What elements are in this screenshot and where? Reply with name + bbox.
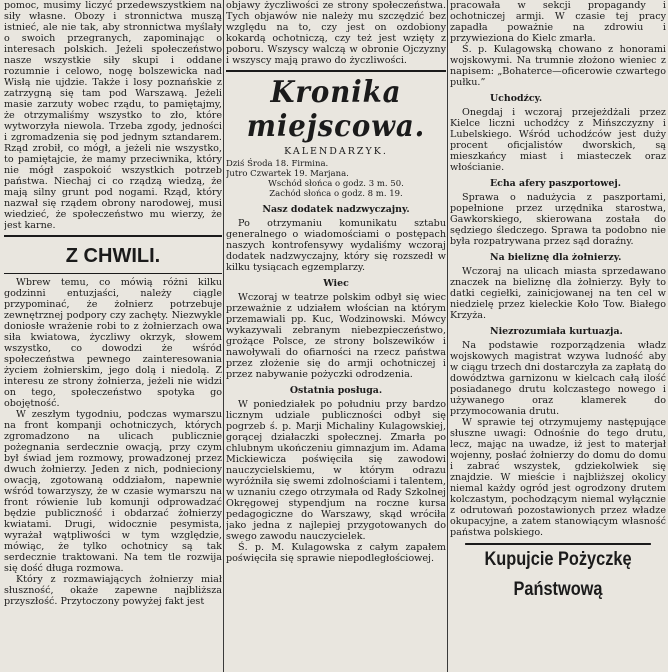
news-heading: Nasz dodatek nadzwyczajny. xyxy=(262,204,410,215)
calendar-line: Wschód słońca o godz. 3 m. 50. xyxy=(268,179,404,189)
news-paragraph: W sprawie tej otrzymujemy następujące słuszne uwagi: Odnośnie do tego drutu, lecz, mając na uwadze, iż jest to materjał wojenny, posłać żołnierzy do domu do domu i zabrać wszystek, gdziekolwiek się znajdzie. W mieście i najbliższej okolicy niemal każdy ogród jest ogrodzony drutem kolczastym, pochodzącym niemal wyłącznie z odrutowań pozostawionych przez władze okupacyjne, a zatem stanowiącym własność państwa polskiego. xyxy=(450,417,666,538)
heading-divider xyxy=(4,273,222,274)
section-divider xyxy=(4,235,222,237)
section-divider xyxy=(226,70,446,72)
section-title: Kronika miejscowa. xyxy=(246,75,426,144)
news-paragraph: Ś. p. M. Kulagowska z całym zapałem poświęciła się sprawie niepodległościowej. xyxy=(226,542,446,564)
calendar-line: Dziś Środa 18. Firmina. xyxy=(226,159,329,169)
column-rule xyxy=(223,0,224,672)
article-paragraph: Który z rozmawiających żołnierzy miał słuszność, okaże zapewne najbliższa przyszłość. Przytoczony powyżej fakt jest xyxy=(4,574,222,607)
news-paragraph: Wczoraj na ulicach miasta sprzedawano znaczek na bieliznę dla żołnierzy. Były to datki cegiełki, zainicjowanej na ten cel w niedzielę przez kieleckie Koło Tow. Białego Krzyża. xyxy=(450,266,666,321)
news-heading: Wiec xyxy=(323,278,349,289)
news-heading: Echa afery paszportowej. xyxy=(490,178,621,189)
news-paragraph: Onegdaj i wczoraj przejeżdżali przez Kielce liczni uchodźcy z Mińszczyzny i Lubelskiego. Wśród uchodźców jest duży procent oficjalistów dworskich, są mieszkańcy miast i miasteczek oraz włościanie. xyxy=(450,107,666,173)
news-paragraph: Po otrzymaniu komunikatu sztabu generalnego o wiadomościami o postępach naszych kontrofensywy wydaliśmy wczoraj dodatek nadzwyczajny, który się rozszedł w kilku tysiącach egzemplarzy. xyxy=(226,218,446,273)
news-heading: Ostatnia posługa. xyxy=(289,385,383,396)
loan-advert: Kupujcie Pożyczkę Państwową xyxy=(465,543,651,605)
article-continuation: Ś. p. Kulagowską chowano z honorami wojskowymi. Na trumnie złożono wieniec z napisem: „Bohaterce—oficerowie czwartego pułku.” xyxy=(450,44,666,88)
news-paragraph: Na podstawie rozporządzenia władz wojskowych magistrat wzywa ludność aby w ciągu trzech dni dostarczyła za zapłatą do dowództwa garnizonu w kielcach całą ilość posiadanego drutu kolczastego nowego i używanego oraz klamerek do przymocowania drutu. xyxy=(450,340,666,417)
column-middle xyxy=(226,0,446,672)
column-rule xyxy=(447,0,448,672)
news-paragraph: Wczoraj w teatrze polskim odbył się wiec przeważnie z udziałem włościan na którym przemawiali pp. Kuc, Wodzinowski. Mówcy wykazywali zebranym niebezpieczeństwo, grożące Polsce, ze strony bolszewików i nawoływali do ofiarności na rzecz państwa przez złożenie się do armji ochotniczej i przez nabywanie pożyczki odrodzenia. xyxy=(226,292,446,380)
column-left xyxy=(4,0,222,672)
news-heading: Uchodźcy. xyxy=(490,93,543,104)
article-paragraph: W zeszłym tygodniu, podczas wymarszu na front kompanji ochotniczych, których zgromadzono na ulicach publicznie pożegnania serdecznie owacją, przy czym był świad jem rozmowy, prowadzonej przez dwuch żołnierzy. Jeden z nich, podnieciony owacją, zgotowaną oddziałom, napewnie wśród towarzyszy, że w czasie wymarszu na front rówienie lub komunji odprowadzać będzie publiczność i obdarzać żołnierzy kwiatami. Drugi, widocznie pesymista, wyrażał wątpliwości w tym względzie, mówiąc, że tylko ochotnicy są tak serdecznie traktowani. Na tem tle rozwija się dość długa rozmowa. xyxy=(4,409,222,574)
article-continuation: pracowała w sekcji propagandy i ochotniczej armji. W czasie tej pracy zapadła poważnie na zdrowiu i przywieziona do Kielc zmarła. xyxy=(450,0,666,44)
column-right xyxy=(450,0,666,672)
calendar-line: Zachód słońca o godz. 8 m. 19. xyxy=(269,189,403,199)
news-paragraph: W poniedziałek po południu przy bardzo licznym udziale publiczności odbył się pogrzeb ś. p. Marji Michaliny Kulagowskiej, gorącej działaczki społecznej. Zmarła po chlubnym ukończeniu gimnazjum im. Adama Mickiewicza poświęciła się zawodowi nauczycielskiemu, w którym odrazu wyróżniła się swemi zdolnościami i talentem, w uznaniu czego otrzymała od Rady Szkolnej Okręgowej stypendjum na roczne kursa pedagogiczne do Warszawy, skąd wróciła jako jedna z najlepiej przygotowanych do swego zawodu nauczycielek. xyxy=(226,399,446,542)
news-heading: Niezrozumiała kurtuazja. xyxy=(490,326,623,337)
article-continuation: pomoc, musimy liczyć przedewszystkiem na siły własne. Obozy i stronnictwa muszą istnieć, ale nie tak, aby stronnictwa myślały o swoich przegranych, zapominając o interesach polskich. Jeżeli społeczeństwo nasze wszystkie siły skupi i oddane rozumnie i celowo, nogę bolszewicka nad Wisłą nie ujdzie. Także i losy poznańskie z zatrzygną się tam pod Warszawą. Jeżeli masie zarzuty wobec rządu, to pamiętajmy, że otrzymaliśmy wszystko to zło, które wytworzyła niewola. Trzeba zgody, jedności i zgromadzenia się pod jednym sztandarem. Rząd zrobił, co mógł, a jeżeli nie wszystko, to pamiętajcie, że mamy przeciwnika, który nie mógł zaspokoić wszystkich potrzeb państwa. Niechaj ci co rządzą wiedzą, że mają silny grunt pod nogami. Rząd, który nazwał się rządem obrony narodowej, musi wiedzieć, że społeczeństwo mu wierzy, że jest karne. xyxy=(4,0,222,231)
article-continuation: objawy życzliwości ze strony społeczeństwa. Tych objawów nie należy mu szczędzić bez względu na to, czy jest on ozdobiony kokardą ochotniczą, czy też jest wzięty z poboru. Wszyscy walczą w obronie Ojczyzny i wszyscy mają prawo do życzliwości. xyxy=(226,0,446,66)
news-heading: Na bieliznę dla żołnierzy. xyxy=(490,252,622,263)
news-paragraph: Sprawa o nadużycia z paszportami, popełnione przez urzędnika starostwa, Gawkorskiego, skierowana została do sędziego śledczego. Sprawa ta podobno nie była rozpatrywana przez sąd doraźny. xyxy=(450,192,666,247)
calendar-line: Jutro Czwartek 19. Marjana. xyxy=(226,169,349,179)
article-paragraph: Wbrew temu, co mówią różni kilku godzinni entuzjaści, należy ciągle przypominać, że żołnierz potrzebuje zewnętrznej podpory czy zachęty. Niezwykle doniosłe wrażenie robi to z żołnierzach owa siła kwiatowa, życzliwy okrzyk, słowem wszystko, co dowodzi że wśród społeczeństwa pewnego zainteresowania życiem żołnierskim, jego dolą i niedolą. Z interesu ze strony żołnierza, jeżeli nie widzi on tego, społeczeństwo spotyka go obojętność. xyxy=(4,277,222,409)
calendar-heading: KALENDARZYK. xyxy=(284,146,388,157)
article-heading: Z CHWILI. xyxy=(65,245,161,267)
